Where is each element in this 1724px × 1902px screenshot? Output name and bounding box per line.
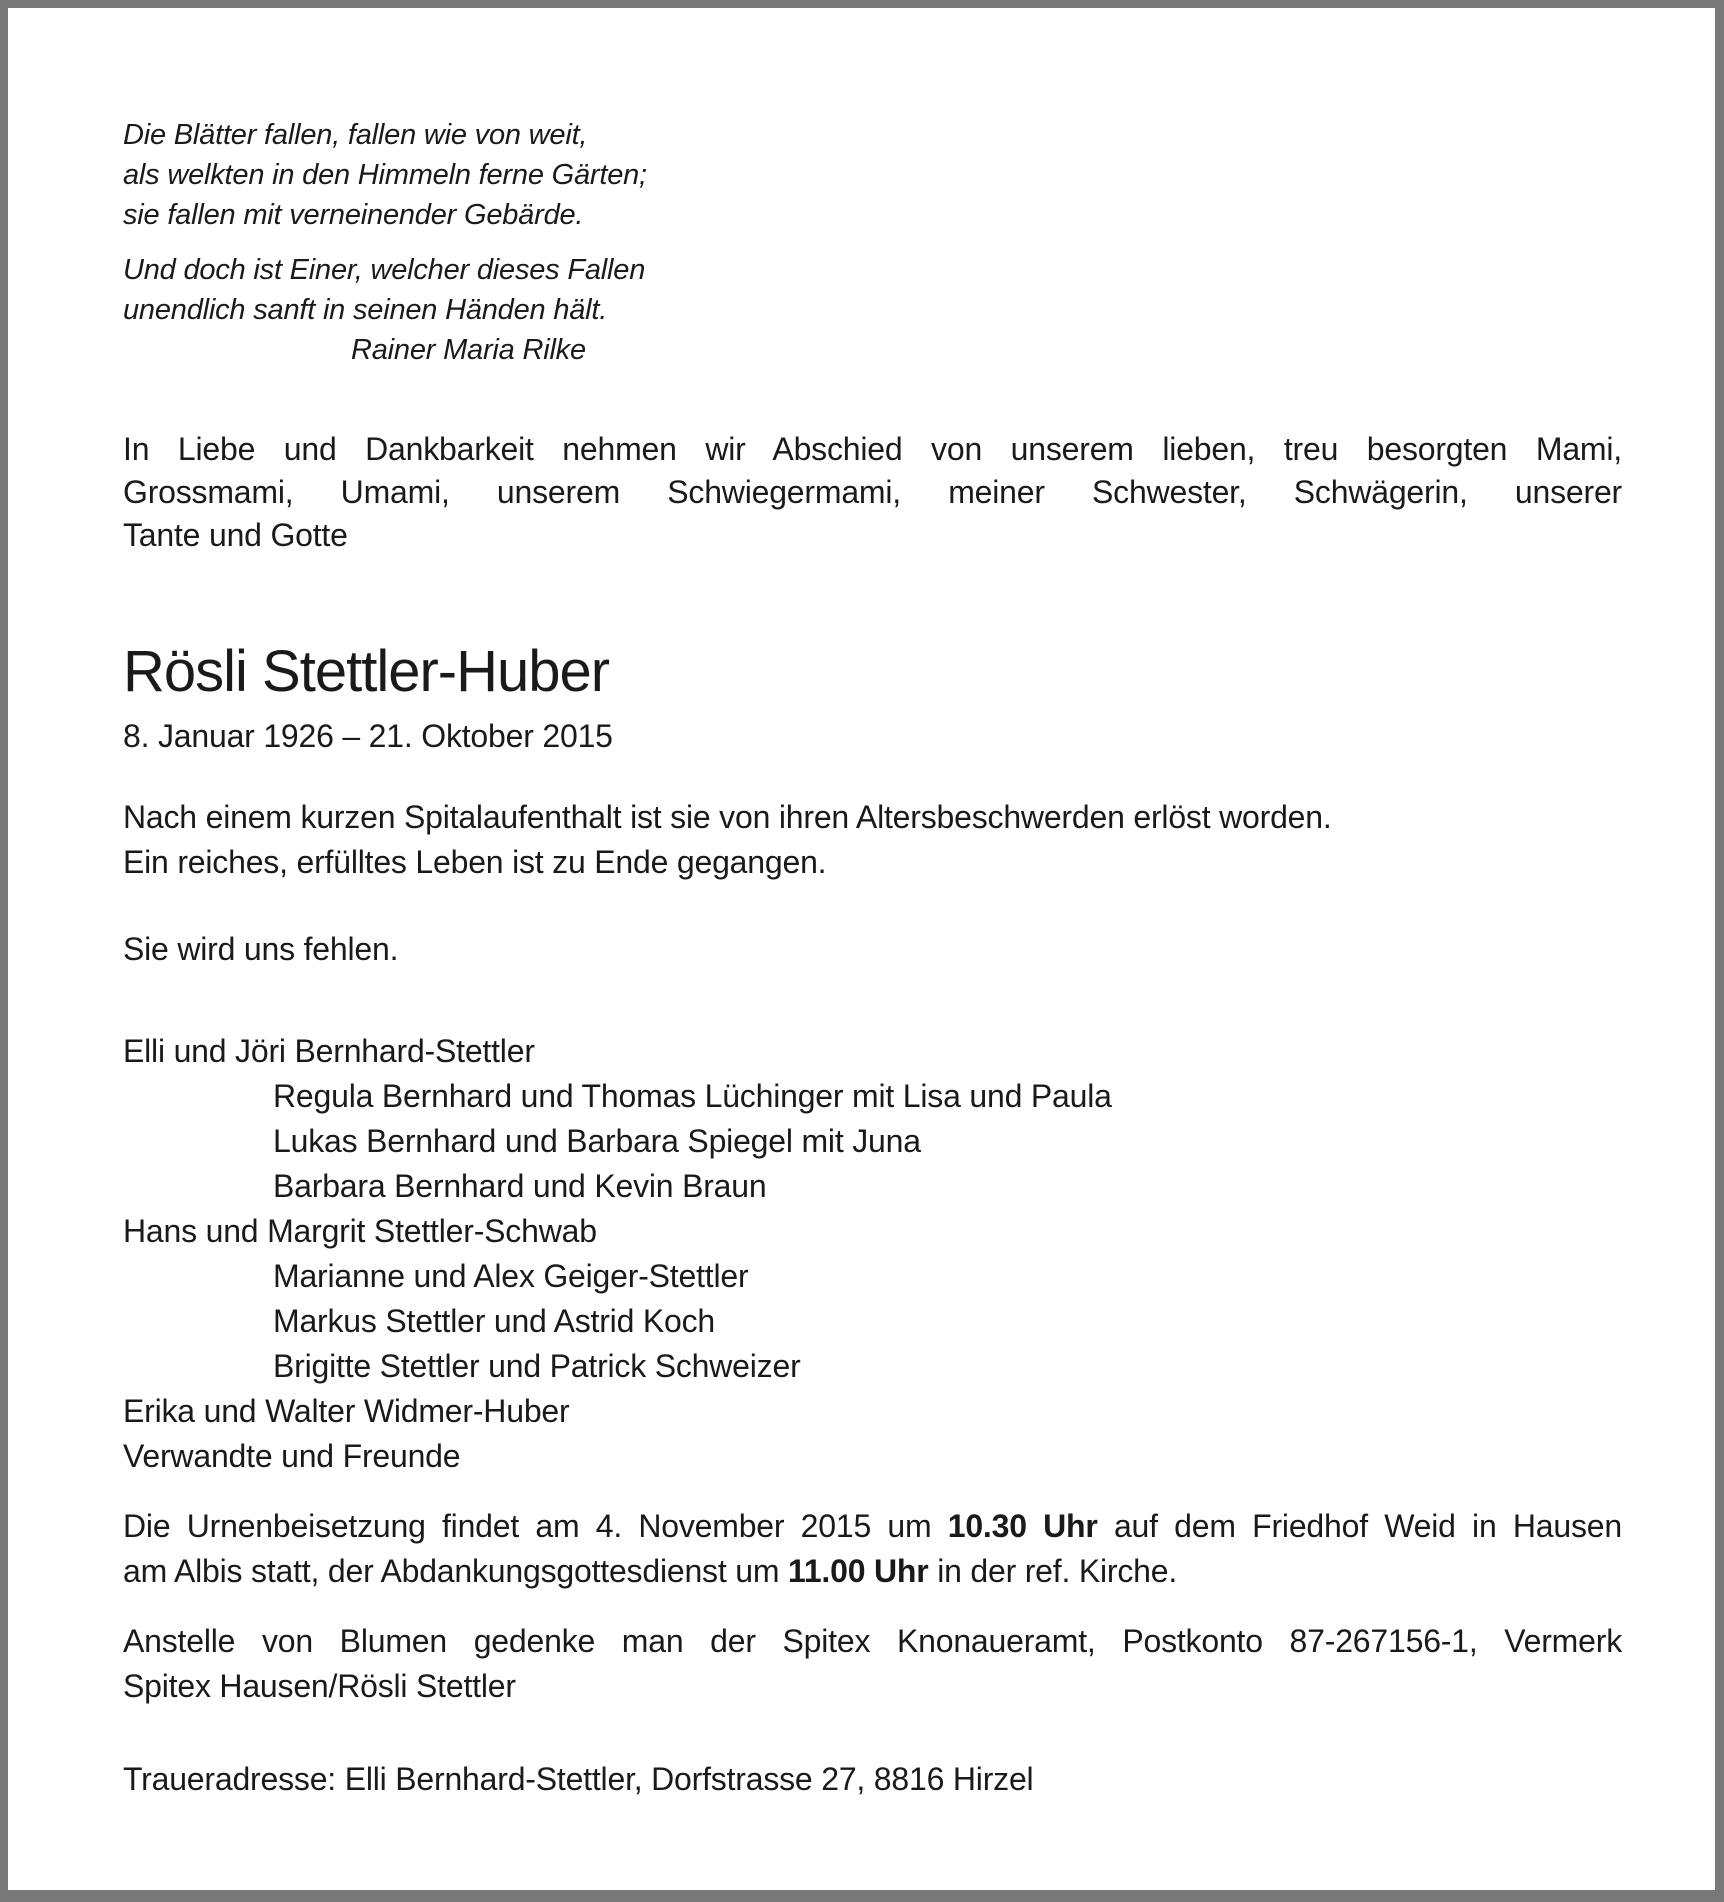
- poem-stanza-2: [123, 250, 1622, 330]
- farewell-line: Sie wird uns fehlen.: [123, 931, 399, 967]
- passing-line: Nach einem kurzen Spitalaufenthalt ist sie von ihren Altersbeschwerden erlöst worden.: [123, 799, 1332, 835]
- poem-line: unendlich sanft in seinen Händen hält.: [123, 294, 608, 326]
- donation-notice: [123, 1619, 1622, 1709]
- donation-line: Anstelle von Blumen gedenke man der Spitex Knonaueramt, Postkonto 87-267156-1, Vermerk: [123, 1623, 1622, 1659]
- funeral-text: am Albis statt, der Abdankungsgottesdienst um: [123, 1553, 788, 1589]
- deceased-name: Rösli Stettler-Huber: [123, 639, 610, 704]
- mourning-address: Traueradresse: Elli Bernhard-Stettler, Dorfstrasse 27, 8816 Hirzel: [123, 1761, 1034, 1797]
- intro-line: In Liebe und Dankbarkeit nehmen wir Abschied von unserem lieben, treu besorgten Mami,: [123, 431, 1622, 467]
- family-member-row: Erika und Walter Widmer-Huber: [123, 1393, 570, 1429]
- poem-attribution: Rainer Maria Rilke: [351, 334, 586, 366]
- poem-line: Die Blätter fallen, fallen wie von weit,: [123, 119, 588, 151]
- poem-line: als welkten in den Himmeln ferne Gärten;: [123, 159, 647, 191]
- family-member-row: Lukas Bernhard und Barbara Spiegel mit Juna: [273, 1123, 921, 1159]
- family-list: [123, 1029, 1622, 1479]
- intro-line: Tante und Gotte: [123, 517, 348, 553]
- intro-paragraph: [123, 428, 1622, 557]
- family-member-row: Barbara Bernhard und Kevin Braun: [273, 1168, 767, 1204]
- funeral-line: [123, 1549, 1622, 1594]
- family-member-row: Elli und Jöri Bernhard-Stettler: [123, 1033, 535, 1069]
- donation-line: Spitex Hausen/Rösli Stettler: [123, 1668, 516, 1704]
- family-member-row: Marianne und Alex Geiger-Stettler: [273, 1258, 749, 1294]
- funeral-text: in der ref. Kirche.: [928, 1553, 1178, 1589]
- poem-block: [123, 115, 1622, 370]
- intro-line: Grossmami, Umami, unserem Schwiegermami, meiner Schwester, Schwägerin, unserer: [123, 474, 1622, 510]
- poem-stanza-1: [123, 115, 1622, 235]
- funeral-text: Die Urnenbeisetzung findet am 4. November 2015 um: [123, 1508, 948, 1544]
- poem-line: sie fallen mit verneinender Gebärde.: [123, 199, 584, 231]
- obituary-content: [8, 115, 1715, 1802]
- family-member-row: Regula Bernhard und Thomas Lüchinger mit Lisa und Paula: [273, 1078, 1112, 1114]
- family-member-row: Hans und Margrit Stettler-Schwab: [123, 1213, 597, 1249]
- family-member-row: Markus Stettler und Astrid Koch: [273, 1303, 716, 1339]
- funeral-time-service: 11.00 Uhr: [787, 1553, 929, 1589]
- funeral-text: auf dem Friedhof Weid in Hausen: [1097, 1508, 1622, 1544]
- funeral-line: [123, 1504, 1622, 1549]
- funeral-notice: [123, 1504, 1622, 1594]
- funeral-time-burial: 10.30 Uhr: [947, 1508, 1098, 1544]
- family-member-row: Verwandte und Freunde: [123, 1438, 461, 1474]
- passing-paragraph: [123, 795, 1622, 885]
- passing-line: Ein reiches, erfülltes Leben ist zu Ende gegangen.: [123, 844, 827, 880]
- family-member-row: Brigitte Stettler und Patrick Schweizer: [273, 1348, 801, 1384]
- poem-line: Und doch ist Einer, welcher dieses Fallen: [123, 254, 646, 286]
- deceased-dates: 8. Januar 1926 – 21. Oktober 2015: [123, 718, 613, 754]
